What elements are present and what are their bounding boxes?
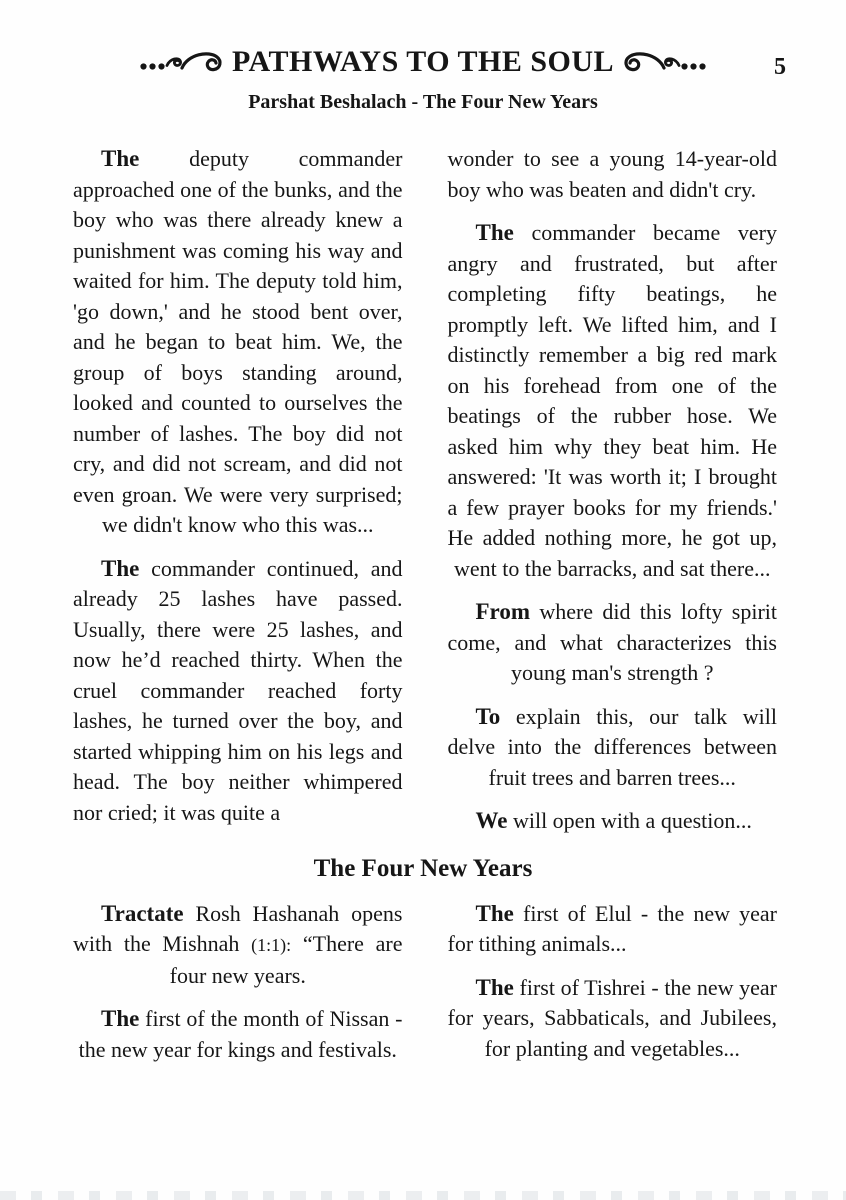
paragraph: [448, 597, 778, 689]
paragraph-text: where did this lofty spirit come, and what characterizes this young man's strength ?: [447, 599, 777, 685]
flourish-ornament-right-icon: [623, 49, 707, 75]
paragraph-text: first of Elul - the new year for tithing animals...: [447, 900, 778, 956]
page-title: PATHWAYS TO THE SOUL: [231, 45, 615, 78]
lead-word: The: [101, 555, 140, 581]
paragraph: [73, 1004, 403, 1065]
paragraph-text: commander became very angry and frustrated, but after completing fifty beatings, he promptly left. We lifted him, and I distinctly remember a big red mark on his forehead from one of the beatings of the rubber hose. We asked him why they beat him. He answered: 'It was worth it; I brought a few prayer books for my friends.' He added nothing more, he got up, went to the barracks, and sat there...: [447, 220, 778, 581]
paragraph-text: first of Tishrei - the new year for years, Sabbaticals, and Jubilees, for planting and vegetables...: [447, 974, 778, 1061]
paragraph: [448, 702, 778, 794]
paragraph-text: commander continued, and already 25 lashes have passed. Usually, there were 25 lashes, and now he’d reached thirty. When the cruel commander reached forty lashes, he turned over the boy, and started whipping him on his legs and head. The boy neither whimpered nor cried; it was quite a: [73, 555, 403, 825]
paragraph: [73, 899, 403, 992]
lead-word: The: [475, 974, 514, 1000]
paragraph: [448, 806, 778, 837]
section-title: The Four New Years: [313, 854, 533, 882]
scan-artifact-strip: [0, 1191, 846, 1200]
article-columns: [73, 144, 777, 837]
lead-word: To: [475, 703, 501, 729]
page-header: [0, 44, 846, 80]
lead-word: The: [101, 146, 140, 171]
lead-word: The: [101, 1006, 140, 1031]
paragraph-continuation: [448, 144, 778, 205]
page-number: 5: [774, 54, 786, 80]
paragraph: [73, 554, 403, 829]
flourish-ornament-left-icon: [139, 49, 223, 75]
mishnah-reference: (1:1):: [251, 935, 292, 955]
section-right-column: [448, 899, 778, 1066]
article-left-column: [73, 144, 403, 837]
article-right-column: [448, 144, 778, 837]
section-left-column: [73, 899, 403, 1066]
paragraph-text: explain this, our talk will delve into the differences between fruit trees and barren trees...: [447, 703, 777, 790]
lead-word: We: [475, 808, 508, 833]
paragraph-text: “There are four new years.: [169, 931, 403, 988]
section-columns: [73, 899, 777, 1066]
paragraph: [448, 218, 778, 584]
lead-word: The: [475, 900, 514, 926]
paragraph: [448, 973, 778, 1065]
paragraph-text: will open with a question...: [512, 808, 752, 833]
paragraph: [448, 899, 778, 960]
lead-word: From: [475, 599, 531, 624]
page-subtitle: Parshat Beshalach - The Four New Years: [248, 91, 598, 113]
lead-word: The: [475, 220, 514, 245]
paragraph: [73, 144, 403, 541]
paragraph-text: first of the month of Nissan - the new year for kings and festivals.: [78, 1006, 403, 1062]
paragraph-text: deputy commander approached one of the bunks, and the boy who was there already knew a punishment was coming his way and waited for him. The deputy told him, 'go down,' and he stood bent over, and he began to beat him. We, the group of boys standing around, looked and counted to ourselves the number of lashes. The boy did not cry, and did not scream, and did not even groan. We were very surprised; we didn't know who this was...: [73, 146, 403, 537]
lead-word: Tractate: [101, 900, 184, 926]
paragraph-text: wonder to see a young 14-year-old boy who was beaten and didn't cry.: [447, 146, 777, 202]
paragraph-text: Rosh Hashanah opens with the Mishnah: [73, 900, 403, 956]
